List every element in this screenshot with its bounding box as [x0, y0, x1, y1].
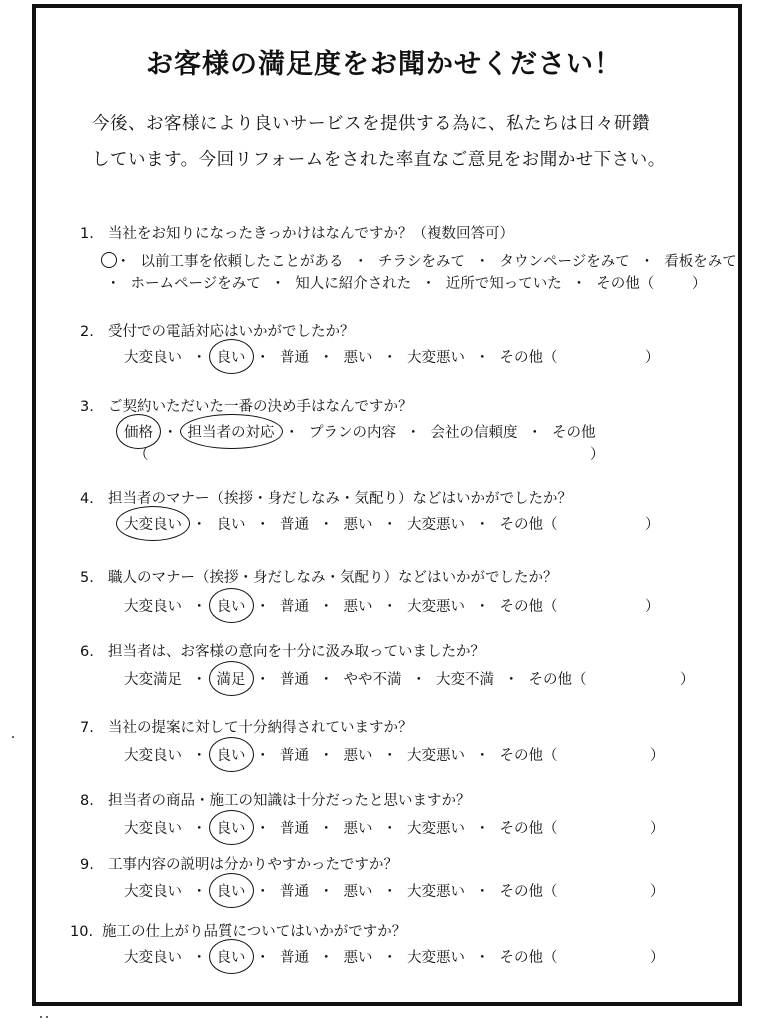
question-4-options: 大変良い ・ 良い ・ 普通 ・ 悪い ・ 大変悪い ・ その他（ — [124, 513, 558, 534]
selected-option[interactable]: 良い — [217, 595, 246, 616]
question-2-options: 大変良い ・ 良い ・ 普通 ・ 悪い ・ 大変悪い ・ その他（ — [124, 346, 558, 367]
option-introduced[interactable]: 知人に紹介された — [295, 276, 412, 292]
question-10: 10. 施工の仕上がり品質についてはいかがですか？ — [70, 924, 407, 940]
selected-option[interactable]: 良い — [217, 946, 246, 967]
selected-option[interactable]: 満足 — [217, 668, 246, 689]
selected-option[interactable]: 良い — [217, 744, 246, 765]
option-homepage[interactable]: ホームページをみて — [130, 276, 261, 292]
question-3-options: 価格 ・ 担当者の対応 ・ プランの内容 ・ 会社の信頼度 ・ その他 — [124, 421, 596, 442]
selected-option[interactable]: 良い — [217, 880, 246, 901]
intro-line-1: 今後、お客様により良いサービスを提供する為に、私たちは日々研鑽 — [92, 114, 650, 134]
question-9: 9. 工事内容の説明は分かりやすかったですか？ — [80, 857, 398, 873]
question-5-options: 大変良い ・ 良い ・ 普通 ・ 悪い ・ 大変悪い ・ その他（ — [124, 595, 558, 616]
option-signboard[interactable]: 看板をみて — [664, 254, 737, 270]
option-nearby[interactable]: 近所で知っていた — [445, 276, 562, 292]
selected-option[interactable]: 担当者の対応 — [188, 421, 275, 442]
question-1-options-row-2: ・ ホームページをみて ・ 知人に紹介された ・ 近所で知っていた ・ その他（ — [106, 276, 655, 292]
question-2: 2. 受付での電話対応はいかがでしたか？ — [80, 324, 355, 340]
scan-speck — [40, 1016, 42, 1018]
question-7-options: 大変良い ・ 良い ・ 普通 ・ 悪い ・ 大変悪い ・ その他（ — [124, 744, 558, 765]
question-8-options: 大変良い ・ 良い ・ 普通 ・ 悪い ・ 大変悪い ・ その他（ — [124, 817, 558, 838]
question-3: 3. ご契約いただいた一番の決め手はなんですか？ — [80, 399, 413, 415]
question-6: 6. 担当者は、お客様の意向を十分に汲み取っていましたか？ — [80, 644, 485, 660]
question-4: 4. 担当者のマナー（挨拶・身だしなみ・気配り）などはいかがでしたか？ — [80, 491, 572, 507]
other-close-paren: ） — [692, 276, 707, 292]
selected-option[interactable]: 大変良い — [124, 513, 182, 534]
option-previous-work[interactable]: 以前工事を依頼したことがある — [140, 254, 344, 270]
option-other[interactable]: その他（ — [596, 276, 655, 292]
question-number: 1. — [80, 226, 94, 242]
option-town-page[interactable]: タウンページをみて — [499, 254, 630, 270]
selected-option[interactable]: 良い — [217, 817, 246, 838]
scan-speck — [46, 1016, 48, 1018]
selected-option[interactable]: 良い — [217, 346, 246, 367]
question-1-options-row-1: ・ 以前工事を依頼したことがある ・ チラシをみて ・ タウンページをみて ・ 看板をみて — [116, 254, 737, 270]
question-10-options: 大変良い ・ 良い ・ 普通 ・ 悪い ・ 大変悪い ・ その他（ — [124, 946, 558, 967]
intro-line-2: しています。今回リフォームをされた率直なご意見をお聞かせ下さい。 — [92, 150, 666, 170]
scan-speck — [12, 736, 14, 738]
option-flyer[interactable]: チラシをみて — [378, 254, 465, 270]
question-8: 8. 担当者の商品・施工の知識は十分だったと思いますか？ — [80, 793, 471, 809]
question-6-options: 大変満足 ・ 満足 ・ 普通 ・ やや不満 ・ 大変不満 ・ その他（ — [124, 668, 587, 689]
question-9-options: 大変良い ・ 良い ・ 普通 ・ 悪い ・ 大変悪い ・ その他（ — [124, 880, 558, 901]
question-7: 7. 当社の提案に対して十分納得されていますか？ — [80, 720, 413, 736]
question-text: 当社をお知りになったきっかけはなんですか？（複数回答可） — [108, 226, 514, 242]
selected-option[interactable]: 価格 — [124, 421, 153, 442]
form-title: お客様の満足度をお聞かせください！ — [146, 49, 622, 80]
question-1 — [80, 222, 514, 243]
question-5: 5. 職人のマナー（挨拶・身だしなみ・気配り）などはいかがでしたか？ — [80, 570, 558, 586]
